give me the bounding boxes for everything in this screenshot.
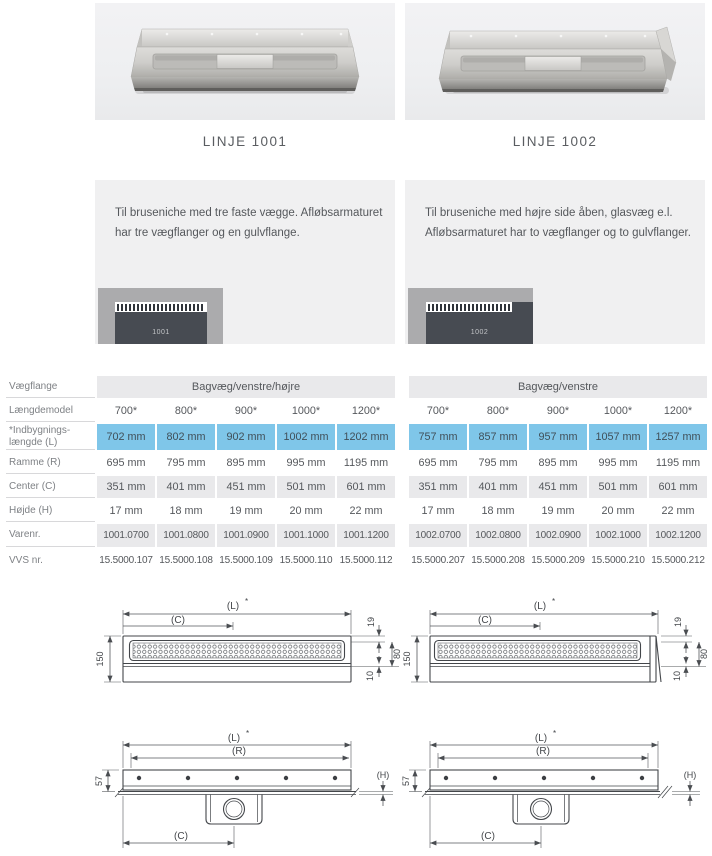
label-line: længde (L) bbox=[9, 436, 58, 448]
svg-text:150: 150 bbox=[95, 651, 105, 667]
spec-cell: 800* bbox=[174, 405, 198, 417]
label-line: *Indbygnings- bbox=[9, 424, 71, 436]
svg-text:(H): (H) bbox=[683, 770, 697, 780]
product-description: Til bruseniche med højre side åben, glasvæg e.l. Afløbsarmaturet har to vægflanger og to gulvflanger. bbox=[425, 207, 691, 239]
spec-cell: 1000* bbox=[291, 405, 321, 417]
spec-cell: 900* bbox=[546, 405, 570, 417]
spec-cell: 15.5000.209 bbox=[531, 555, 585, 566]
spec-cell: 601 mm bbox=[649, 476, 707, 498]
spec-cell: 995 mm bbox=[598, 457, 638, 469]
spec-cell: 401 mm bbox=[469, 476, 527, 498]
spec-cell: 1001.0700 bbox=[97, 524, 155, 547]
spec-cell: 15.5000.207 bbox=[411, 555, 465, 566]
row-label-laengdemodel: Længdemodel bbox=[6, 400, 95, 422]
spec-cell: 1202 mm bbox=[337, 424, 395, 450]
niche-diagram-1001 bbox=[98, 288, 223, 344]
niche-label: 1002 bbox=[470, 328, 489, 336]
spec-cell: 351 mm bbox=[409, 476, 467, 498]
spec-cell: 451 mm bbox=[217, 476, 275, 498]
spec-cell: 19 mm bbox=[229, 505, 263, 517]
spec-cell: 15.5000.210 bbox=[591, 555, 645, 566]
spec-cell: 695 mm bbox=[106, 457, 146, 469]
spec-cell: 15.5000.107 bbox=[99, 555, 153, 566]
spec-cell: 601 mm bbox=[337, 476, 395, 498]
svg-text:80: 80 bbox=[699, 648, 709, 660]
spec-cell: 1002.1200 bbox=[649, 524, 707, 547]
spec-cell: 757 mm bbox=[409, 424, 467, 450]
spec-cell: 17 mm bbox=[109, 505, 143, 517]
spec-cell: 1057 mm bbox=[589, 424, 647, 450]
spec-cell: 1000* bbox=[603, 405, 633, 417]
spec-cell: 1002.0800 bbox=[469, 524, 527, 547]
spec-cell: 15.5000.212 bbox=[651, 555, 705, 566]
spec-cell: 1002 mm bbox=[277, 424, 335, 450]
wall-flange-header-1001: Bagvæg/venstre/højre bbox=[97, 376, 395, 398]
spec-cell: 800* bbox=[486, 405, 510, 417]
spec-cell: 995 mm bbox=[286, 457, 326, 469]
row-label-indbygningslaengde bbox=[6, 424, 95, 450]
svg-text:(L): (L) bbox=[533, 601, 547, 612]
spec-cell: 957 mm bbox=[529, 424, 587, 450]
svg-text:*: * bbox=[553, 730, 557, 738]
svg-text:(H): (H) bbox=[376, 770, 390, 780]
spec-cell: 895 mm bbox=[538, 457, 578, 469]
svg-text:57: 57 bbox=[94, 775, 104, 787]
spec-table bbox=[6, 376, 707, 572]
row-label-ramme: Ramme (R) bbox=[6, 452, 95, 474]
product-title: LINJE 1001 bbox=[202, 134, 288, 149]
product-column-1001 bbox=[95, 0, 395, 344]
svg-text:57: 57 bbox=[401, 775, 411, 787]
niche-floor bbox=[115, 312, 207, 344]
product-description-box bbox=[95, 180, 395, 344]
row-label-varenr: Varenr. bbox=[6, 524, 95, 547]
spec-cell: 1001.0800 bbox=[157, 524, 215, 547]
spec-cell: 1002.0900 bbox=[529, 524, 587, 547]
drain-photo-illustration bbox=[95, 3, 395, 120]
spec-cell: 1200* bbox=[351, 405, 381, 417]
svg-text:(C): (C) bbox=[174, 831, 188, 842]
spec-cell: 1195 mm bbox=[343, 457, 389, 469]
spec-cell: 17 mm bbox=[421, 505, 455, 517]
spec-cell: 501 mm bbox=[277, 476, 335, 498]
product-photo-1001 bbox=[95, 3, 395, 120]
spec-cell: 20 mm bbox=[601, 505, 635, 517]
spec-cell: 22 mm bbox=[661, 505, 695, 517]
spec-cell: 15.5000.112 bbox=[339, 555, 393, 566]
svg-text:10: 10 bbox=[365, 670, 375, 682]
spec-cell: 1002.0700 bbox=[409, 524, 467, 547]
spec-cell: 1001.1200 bbox=[337, 524, 395, 547]
row-label-hoejde: Højde (H) bbox=[6, 500, 95, 522]
spec-cell: 15.5000.109 bbox=[219, 555, 273, 566]
wall-flange-header-1002: Bagvæg/venstre bbox=[409, 376, 707, 398]
svg-text:150: 150 bbox=[402, 651, 412, 667]
spec-cell: 1001.1000 bbox=[277, 524, 335, 547]
spec-cell: 451 mm bbox=[529, 476, 587, 498]
svg-text:19: 19 bbox=[673, 616, 683, 628]
svg-text:10: 10 bbox=[672, 670, 682, 682]
drain-grate-icon bbox=[426, 302, 512, 312]
technical-drawing-front-1002 bbox=[400, 592, 712, 712]
svg-text:80: 80 bbox=[392, 648, 402, 660]
spec-cell: 1195 mm bbox=[655, 457, 701, 469]
svg-text:*: * bbox=[245, 597, 249, 606]
svg-text:*: * bbox=[246, 730, 250, 738]
svg-text:*: * bbox=[552, 597, 556, 606]
niche-diagram-1002 bbox=[408, 288, 533, 344]
spec-cell: 695 mm bbox=[418, 457, 458, 469]
technical-drawing-section-1002 bbox=[400, 730, 712, 856]
spec-cell: 857 mm bbox=[469, 424, 527, 450]
spec-cell: 1200* bbox=[663, 405, 693, 417]
row-label-center: Center (C) bbox=[6, 476, 95, 498]
svg-text:(C): (C) bbox=[478, 615, 492, 626]
svg-text:(R): (R) bbox=[232, 746, 246, 757]
spec-cell: 18 mm bbox=[169, 505, 203, 517]
product-description: Til bruseniche med tre faste vægge. Afløbsarmaturet har tre vægflanger og en gulvflange. bbox=[115, 207, 383, 239]
svg-text:(L): (L) bbox=[226, 601, 240, 612]
svg-text:19: 19 bbox=[366, 616, 376, 628]
spec-cell: 900* bbox=[234, 405, 258, 417]
spec-cell: 902 mm bbox=[217, 424, 275, 450]
spec-cell: 1001.0900 bbox=[217, 524, 275, 547]
spec-cell: 401 mm bbox=[157, 476, 215, 498]
product-photo-1002 bbox=[405, 3, 705, 120]
technical-drawing-section-1001 bbox=[93, 730, 405, 856]
niche-label: 1001 bbox=[152, 328, 170, 336]
row-label-vaegflange: Vægflange bbox=[6, 376, 95, 398]
spec-cell: 15.5000.208 bbox=[471, 555, 525, 566]
spec-cell: 501 mm bbox=[589, 476, 647, 498]
spec-cell: 22 mm bbox=[349, 505, 383, 517]
spec-cell: 802 mm bbox=[157, 424, 215, 450]
spec-cell: 795 mm bbox=[166, 457, 206, 469]
spec-cell: 1257 mm bbox=[649, 424, 707, 450]
spec-cell: 351 mm bbox=[97, 476, 155, 498]
spec-cell: 20 mm bbox=[289, 505, 323, 517]
svg-text:(L): (L) bbox=[227, 733, 241, 744]
product-title: LINJE 1002 bbox=[512, 134, 598, 149]
spec-cell: 700* bbox=[114, 405, 138, 417]
spec-cell: 702 mm bbox=[97, 424, 155, 450]
spec-cell: 1002.1000 bbox=[589, 524, 647, 547]
spec-cell: 895 mm bbox=[226, 457, 266, 469]
product-description-box bbox=[405, 180, 705, 344]
svg-text:(L): (L) bbox=[534, 733, 548, 744]
product-column-1002 bbox=[405, 0, 705, 344]
spec-cell: 15.5000.108 bbox=[159, 555, 213, 566]
spec-cell: 18 mm bbox=[481, 505, 515, 517]
svg-text:(C): (C) bbox=[171, 615, 185, 626]
technical-drawing-front-1001 bbox=[93, 592, 405, 712]
drain-grate-icon bbox=[115, 302, 207, 312]
row-label-vvs: VVS nr. bbox=[9, 554, 43, 566]
spec-cell: 19 mm bbox=[541, 505, 575, 517]
svg-text:(R): (R) bbox=[536, 746, 550, 757]
spec-cell: 700* bbox=[426, 405, 450, 417]
spec-cell: 15.5000.110 bbox=[279, 555, 333, 566]
drain-photo-illustration bbox=[405, 3, 705, 120]
svg-text:(C): (C) bbox=[481, 831, 495, 842]
spec-cell: 795 mm bbox=[478, 457, 518, 469]
